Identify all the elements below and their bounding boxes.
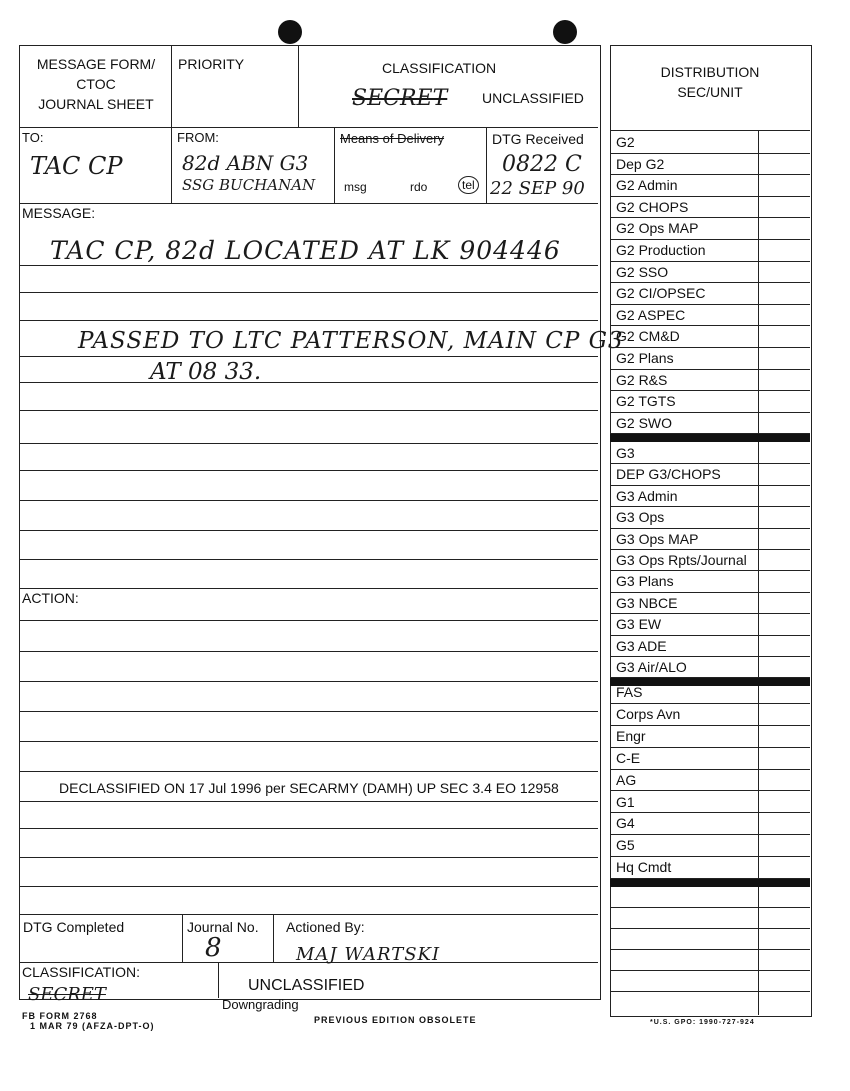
message-label: MESSAGE: bbox=[22, 205, 96, 221]
classification-label: CLASSIFICATION bbox=[382, 60, 497, 76]
line-1 bbox=[19, 265, 598, 266]
distribution-row-label: G2 Plans bbox=[616, 350, 674, 366]
distribution-row[interactable] bbox=[610, 442, 810, 464]
distribution-row-label: G3 Ops bbox=[616, 509, 665, 526]
distribution-row-label: Corps Avn bbox=[616, 705, 681, 722]
distribution-row-label: G3 Ops MAP bbox=[616, 530, 699, 547]
dtg-received-label: DTG Received bbox=[492, 131, 584, 147]
divider-header bbox=[19, 127, 598, 128]
distribution-row[interactable] bbox=[610, 347, 810, 370]
distribution-row-label: G3 Plans bbox=[616, 573, 674, 590]
distribution-row[interactable] bbox=[610, 970, 810, 992]
line-14 bbox=[19, 651, 598, 652]
distribution-row-label: G2 CHOPS bbox=[616, 198, 689, 215]
distribution-row-label: G3 EW bbox=[616, 616, 662, 633]
distribution-row[interactable] bbox=[610, 196, 810, 219]
distribution-row[interactable] bbox=[610, 703, 810, 726]
distribution-row-label: Hq Cmdt bbox=[616, 859, 672, 876]
distribution-row[interactable] bbox=[610, 549, 810, 571]
distribution-row[interactable] bbox=[610, 325, 810, 348]
distribution-row[interactable] bbox=[610, 304, 810, 327]
distribution-row[interactable] bbox=[610, 174, 810, 197]
from-value-line2[interactable]: SSG BUCHANAN bbox=[182, 176, 316, 194]
actioned-by-value[interactable]: MAJ WARTSKI bbox=[296, 944, 441, 965]
message-line-3[interactable]: AT 08 33. bbox=[150, 359, 262, 385]
classification-divider bbox=[218, 962, 219, 998]
means-of-delivery-label: Means of Delivery bbox=[340, 131, 445, 146]
means-msg[interactable]: msg bbox=[344, 180, 367, 194]
line-18 bbox=[19, 771, 598, 772]
to-divider bbox=[171, 127, 172, 203]
classification-struck: SECRET bbox=[352, 86, 448, 111]
distribution-row-label: G2 ASPEC bbox=[616, 306, 686, 323]
distribution-row[interactable] bbox=[610, 613, 810, 635]
line-21 bbox=[19, 857, 598, 858]
message-line-2[interactable]: PASSED TO LTC PATTERSON, MAIN CP G3 bbox=[78, 328, 624, 354]
distribution-row-label: G2 Admin bbox=[616, 177, 678, 194]
distribution-row[interactable] bbox=[610, 656, 810, 678]
form-title: MESSAGE FORM/ CTOC JOURNAL SHEET bbox=[36, 56, 156, 112]
line-8 bbox=[19, 470, 598, 471]
line-11 bbox=[19, 559, 598, 560]
distribution-row[interactable] bbox=[610, 949, 810, 971]
distribution-row-label: G2 R&S bbox=[616, 371, 668, 388]
divider-footer bbox=[19, 914, 598, 915]
from-label: FROM: bbox=[177, 130, 219, 145]
distribution-row[interactable] bbox=[610, 282, 810, 305]
line-17 bbox=[19, 741, 598, 742]
dtg-received-date[interactable]: 22 SEP 90 bbox=[490, 178, 585, 199]
means-rdo[interactable]: rdo bbox=[410, 180, 428, 194]
line-6 bbox=[19, 410, 598, 411]
distribution-row-label: C-E bbox=[616, 749, 641, 766]
actioned-by-label: Actioned By: bbox=[286, 919, 365, 935]
distribution-row[interactable] bbox=[610, 390, 810, 413]
line-19 bbox=[19, 801, 598, 802]
action-label: ACTION: bbox=[22, 590, 79, 606]
distribution-row[interactable] bbox=[610, 131, 810, 154]
journal-divider bbox=[273, 914, 274, 962]
distribution-row[interactable] bbox=[610, 261, 810, 284]
punch-hole-left bbox=[278, 20, 302, 44]
distribution-row[interactable] bbox=[610, 506, 810, 528]
line-20 bbox=[19, 828, 598, 829]
distribution-row[interactable] bbox=[610, 747, 810, 770]
line-7 bbox=[19, 443, 598, 444]
line-15 bbox=[19, 681, 598, 682]
distribution-row[interactable] bbox=[610, 769, 810, 792]
distribution-row[interactable] bbox=[610, 239, 810, 262]
line-22 bbox=[19, 886, 598, 887]
distribution-row[interactable] bbox=[610, 592, 810, 614]
distribution-row[interactable] bbox=[610, 856, 810, 879]
line-9 bbox=[19, 500, 598, 501]
distribution-row-label: Dep G2 bbox=[616, 155, 665, 172]
distribution-row[interactable] bbox=[610, 217, 810, 240]
distribution-row[interactable] bbox=[610, 886, 810, 908]
divider-routing bbox=[19, 203, 598, 204]
distribution-row-label: G1 bbox=[616, 793, 635, 810]
distribution-row[interactable] bbox=[610, 369, 810, 392]
distribution-row[interactable] bbox=[610, 635, 810, 657]
distribution-row-label: G2 bbox=[616, 134, 635, 150]
distribution-header: DISTRIBUTION SEC/UNIT bbox=[660, 64, 760, 100]
distribution-row[interactable] bbox=[610, 928, 810, 950]
distribution-row[interactable] bbox=[610, 485, 810, 507]
distribution-row[interactable] bbox=[610, 812, 810, 835]
distribution-row-label: Engr bbox=[616, 727, 646, 744]
distribution-row-label: G3 Ops Rpts/Journal bbox=[616, 552, 747, 568]
dtg-completed-label: DTG Completed bbox=[23, 919, 125, 935]
footer-classification-label: CLASSIFICATION: bbox=[22, 964, 140, 980]
distribution-row-label: DEP G3/CHOPS bbox=[616, 466, 721, 483]
distribution-row-label: G5 bbox=[616, 837, 635, 854]
distribution-row[interactable] bbox=[610, 791, 810, 814]
distribution-row[interactable] bbox=[610, 834, 810, 857]
distribution-row-label: G2 TGTS bbox=[616, 393, 676, 410]
distribution-row-label: G3 Admin bbox=[616, 487, 678, 504]
punch-hole-right bbox=[553, 20, 577, 44]
journal-label: Journal No. bbox=[187, 919, 259, 935]
distribution-row-label: G3 ADE bbox=[616, 637, 667, 654]
line-2 bbox=[19, 292, 598, 293]
distribution-row[interactable] bbox=[610, 681, 810, 704]
distribution-row-label: G3 Air/ALO bbox=[616, 659, 687, 675]
distribution-row-label: G2 CI/OPSEC bbox=[616, 285, 706, 302]
distribution-row[interactable] bbox=[610, 153, 810, 176]
distribution-row-label: G2 CM&D bbox=[616, 328, 680, 345]
line-4 bbox=[19, 356, 598, 357]
previous-edition-notice: PREVIOUS EDITION OBSOLETE bbox=[314, 1015, 477, 1025]
from-value-line1[interactable]: 82d ABN G3 bbox=[182, 151, 309, 175]
distribution-row-label: G3 NBCE bbox=[616, 594, 678, 611]
declassification-notice: DECLASSIFIED ON 17 Jul 1996 per SECARMY (DAMH) UP SEC 3.4 EO 12958 bbox=[59, 780, 559, 796]
distribution-row-label: G2 SWO bbox=[616, 414, 673, 431]
priority-divider bbox=[298, 45, 299, 127]
distribution-row[interactable] bbox=[610, 570, 810, 592]
footer-classification-struck: SECRET bbox=[28, 984, 106, 1005]
classification-value: UNCLASSIFIED bbox=[482, 90, 584, 106]
priority-label: PRIORITY bbox=[178, 56, 245, 72]
distribution-row[interactable] bbox=[610, 907, 810, 929]
distribution-row-label: AG bbox=[616, 771, 637, 788]
to-label: TO: bbox=[22, 130, 44, 145]
from-divider bbox=[334, 127, 335, 203]
dtg-received-time[interactable]: 0822 C bbox=[502, 152, 582, 177]
line-10 bbox=[19, 530, 598, 531]
distribution-row-label: FAS bbox=[616, 684, 643, 700]
dtg-completed-divider bbox=[182, 914, 183, 962]
gpo-notice: *U.S. GPO: 1990-727-924 bbox=[650, 1019, 755, 1026]
line-12 bbox=[19, 588, 598, 589]
footer-classification-value: UNCLASSIFIED bbox=[248, 977, 365, 994]
to-value[interactable]: TAC CP bbox=[30, 152, 123, 180]
line-5 bbox=[19, 382, 598, 383]
message-line-1[interactable]: TAC CP, 82d LOCATED AT LK 904446 bbox=[50, 236, 561, 265]
distribution-row[interactable] bbox=[610, 725, 810, 748]
downgrading-label: Downgrading bbox=[222, 997, 299, 1012]
line-16 bbox=[19, 711, 598, 712]
distribution-row[interactable] bbox=[610, 412, 810, 435]
distribution-row-label: G2 Ops MAP bbox=[616, 220, 699, 237]
means-divider bbox=[486, 127, 487, 203]
means-tel[interactable]: tel bbox=[458, 176, 479, 194]
form-number: FB FORM 2768 bbox=[22, 1011, 98, 1021]
distribution-row-label: G2 Production bbox=[616, 242, 706, 258]
distribution-row[interactable] bbox=[610, 528, 810, 550]
distribution-row-label: G4 bbox=[616, 815, 635, 832]
journal-value[interactable]: 8 bbox=[205, 933, 222, 963]
distribution-row[interactable] bbox=[610, 463, 810, 485]
distribution-row-label: G2 SSO bbox=[616, 263, 669, 280]
distribution-row-label: G3 bbox=[616, 445, 635, 461]
line-13 bbox=[19, 620, 598, 621]
line-3 bbox=[19, 320, 598, 321]
form-date: 1 MAR 79 (AFZA-DPT-O) bbox=[30, 1021, 155, 1031]
